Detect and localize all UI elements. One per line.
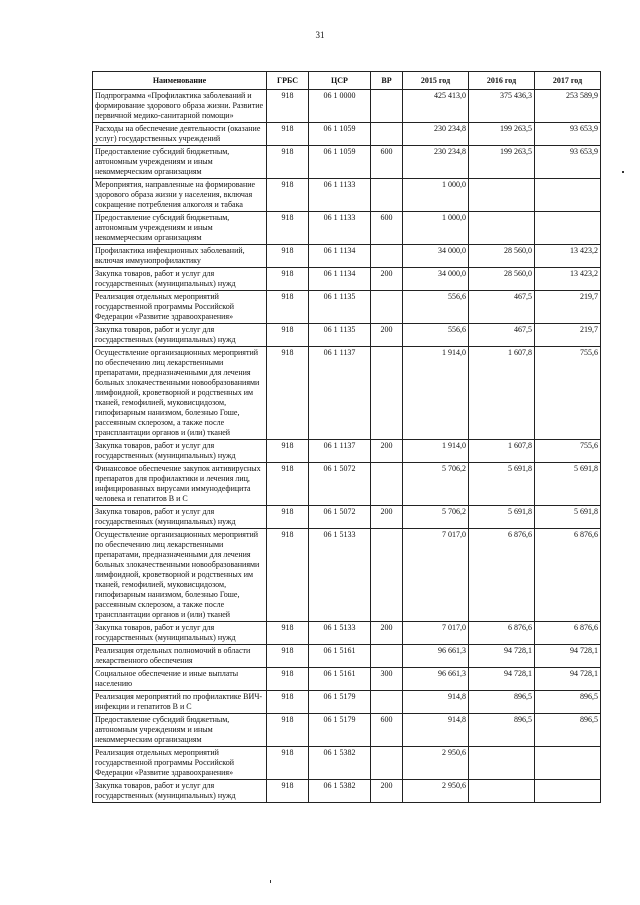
table-row	[93, 347, 601, 440]
table-header-row	[93, 72, 601, 90]
cell-csr: 06 1 5382	[309, 780, 371, 803]
cell-vr	[371, 529, 403, 622]
cell-grbs: 918	[267, 506, 309, 529]
cell-2017	[535, 747, 601, 780]
cell-2017: 219,7	[535, 324, 601, 347]
cell-csr: 06 1 5161	[309, 668, 371, 691]
cell-2015: 425 413,0	[403, 90, 469, 123]
cell-2017: 93 653,9	[535, 123, 601, 146]
cell-csr: 06 1 5179	[309, 691, 371, 714]
cell-vr	[371, 245, 403, 268]
cell-grbs: 918	[267, 691, 309, 714]
cell-2016	[469, 747, 535, 780]
cell-csr: 06 1 1133	[309, 212, 371, 245]
cell-grbs: 918	[267, 123, 309, 146]
cell-2015: 230 234,8	[403, 146, 469, 179]
cell-csr: 06 1 1133	[309, 179, 371, 212]
header-2017: 2017 год	[535, 72, 601, 90]
cell-vr: 200	[371, 268, 403, 291]
cell-name: Осуществление организационных мероприятий по обеспечению лиц лекарственными препаратами, предназначенными для лечения больных злокачественными новообразованиями лимфоидной, кроветворной и родственных им тканей, гемофилией, муковисцидозом, гипофизарным нанизмом, болезнью Гоше, рассеянным склерозом, а также после трансплантации органов и (или) тканей	[93, 347, 267, 440]
table-row	[93, 440, 601, 463]
cell-2017: 94 728,1	[535, 645, 601, 668]
cell-2016: 6 876,6	[469, 529, 535, 622]
cell-csr: 06 1 5382	[309, 747, 371, 780]
header-csr: ЦСР	[309, 72, 371, 90]
header-name: Наименование	[93, 72, 267, 90]
header-2015: 2015 год	[403, 72, 469, 90]
cell-vr: 600	[371, 146, 403, 179]
cell-grbs: 918	[267, 268, 309, 291]
cell-name: Предоставление субсидий бюджетным, автономным учреждениям и иным некоммерческим организациям	[93, 212, 267, 245]
cell-2015: 1 914,0	[403, 347, 469, 440]
table-row	[93, 324, 601, 347]
budget-table	[92, 71, 601, 803]
cell-csr: 06 1 5072	[309, 463, 371, 506]
cell-2017: 6 876,6	[535, 622, 601, 645]
cell-name: Реализация отдельных полномочий в области лекарственного обеспечения	[93, 645, 267, 668]
cell-2016: 896,5	[469, 714, 535, 747]
cell-name: Социальное обеспечение и иные выплаты населению	[93, 668, 267, 691]
cell-vr: 200	[371, 506, 403, 529]
cell-2016: 1 607,8	[469, 347, 535, 440]
cell-csr: 06 1 5161	[309, 645, 371, 668]
cell-vr	[371, 347, 403, 440]
cell-name: Закупка товаров, работ и услуг для государственных (муниципальных) нужд	[93, 440, 267, 463]
cell-2017: 755,6	[535, 440, 601, 463]
cell-vr: 200	[371, 324, 403, 347]
table-body	[93, 90, 601, 803]
cell-2016: 1 607,8	[469, 440, 535, 463]
cell-vr: 600	[371, 714, 403, 747]
cell-2017: 896,5	[535, 714, 601, 747]
cell-2015: 556,6	[403, 291, 469, 324]
cell-2015: 96 661,3	[403, 668, 469, 691]
cell-name: Реализация отдельных мероприятий государственной программы Российской Федерации «Развитие здравоохранения»	[93, 747, 267, 780]
cell-2017: 94 728,1	[535, 668, 601, 691]
cell-2015: 230 234,8	[403, 123, 469, 146]
cell-2015: 2 950,6	[403, 747, 469, 780]
cell-name: Реализация отдельных мероприятий государственной программы Российской Федерации «Развитие здравоохранения»	[93, 291, 267, 324]
cell-csr: 06 1 1134	[309, 268, 371, 291]
cell-2016: 467,5	[469, 324, 535, 347]
cell-grbs: 918	[267, 747, 309, 780]
cell-name: Закупка товаров, работ и услуг для государственных (муниципальных) нужд	[93, 622, 267, 645]
cell-grbs: 918	[267, 780, 309, 803]
cell-grbs: 918	[267, 146, 309, 179]
table-row	[93, 780, 601, 803]
cell-grbs: 918	[267, 179, 309, 212]
table-row	[93, 212, 601, 245]
cell-grbs: 918	[267, 668, 309, 691]
table-row	[93, 463, 601, 506]
cell-vr	[371, 645, 403, 668]
cell-grbs: 918	[267, 645, 309, 668]
cell-2017: 219,7	[535, 291, 601, 324]
cell-2015: 7 017,0	[403, 622, 469, 645]
cell-2015: 34 000,0	[403, 245, 469, 268]
table-row	[93, 179, 601, 212]
table-row	[93, 645, 601, 668]
cell-csr: 06 1 1137	[309, 440, 371, 463]
cell-2015: 914,8	[403, 714, 469, 747]
cell-vr: 200	[371, 622, 403, 645]
cell-csr: 06 1 5133	[309, 529, 371, 622]
cell-csr: 06 1 1137	[309, 347, 371, 440]
margin-mark	[270, 880, 271, 883]
cell-2015: 5 706,2	[403, 506, 469, 529]
cell-2016	[469, 780, 535, 803]
cell-csr: 06 1 5133	[309, 622, 371, 645]
cell-vr: 200	[371, 440, 403, 463]
cell-2015: 1 000,0	[403, 212, 469, 245]
cell-vr	[371, 90, 403, 123]
table-row	[93, 506, 601, 529]
cell-grbs: 918	[267, 529, 309, 622]
cell-vr: 200	[371, 780, 403, 803]
cell-grbs: 918	[267, 622, 309, 645]
cell-csr: 06 1 1059	[309, 123, 371, 146]
cell-2015: 1 000,0	[403, 179, 469, 212]
cell-grbs: 918	[267, 714, 309, 747]
cell-csr: 06 1 1134	[309, 245, 371, 268]
cell-name: Предоставление субсидий бюджетным, автономным учреждениям и иным некоммерческим организациям	[93, 146, 267, 179]
cell-name: Предоставление субсидий бюджетным, автономным учреждениям и иным некоммерческим организациям	[93, 714, 267, 747]
cell-grbs: 918	[267, 245, 309, 268]
table-row	[93, 123, 601, 146]
cell-2016: 5 691,8	[469, 506, 535, 529]
cell-2015: 5 706,2	[403, 463, 469, 506]
cell-grbs: 918	[267, 324, 309, 347]
cell-2017	[535, 179, 601, 212]
table-row	[93, 245, 601, 268]
cell-2016: 6 876,6	[469, 622, 535, 645]
cell-vr	[371, 747, 403, 780]
header-grbs: ГРБС	[267, 72, 309, 90]
cell-name: Закупка товаров, работ и услуг для государственных (муниципальных) нужд	[93, 780, 267, 803]
table-row	[93, 291, 601, 324]
cell-vr	[371, 463, 403, 506]
header-vr: ВР	[371, 72, 403, 90]
cell-2016: 896,5	[469, 691, 535, 714]
cell-2016: 94 728,1	[469, 668, 535, 691]
cell-grbs: 918	[267, 291, 309, 324]
cell-grbs: 918	[267, 463, 309, 506]
cell-name: Финансовое обеспечение закупок антивирусных препаратов для профилактики и лечения лиц, инфицированных вирусами иммунодефицита человека и гепатитов В и С	[93, 463, 267, 506]
cell-2015: 914,8	[403, 691, 469, 714]
cell-2017: 755,6	[535, 347, 601, 440]
cell-2016: 199 263,5	[469, 146, 535, 179]
table-row	[93, 714, 601, 747]
table-row	[93, 622, 601, 645]
cell-vr: 300	[371, 668, 403, 691]
cell-name: Закупка товаров, работ и услуг для государственных (муниципальных) нужд	[93, 324, 267, 347]
cell-2017: 13 423,2	[535, 268, 601, 291]
cell-vr	[371, 179, 403, 212]
cell-csr: 06 1 5179	[309, 714, 371, 747]
cell-name: Профилактика инфекционных заболеваний, включая иммунопрофилактику	[93, 245, 267, 268]
table-row	[93, 268, 601, 291]
cell-2015: 2 950,6	[403, 780, 469, 803]
cell-vr: 600	[371, 212, 403, 245]
cell-2017: 93 653,9	[535, 146, 601, 179]
table-row	[93, 90, 601, 123]
cell-2016: 199 263,5	[469, 123, 535, 146]
table-row	[93, 691, 601, 714]
cell-2016: 28 560,0	[469, 245, 535, 268]
cell-2015: 7 017,0	[403, 529, 469, 622]
margin-mark	[622, 171, 624, 173]
cell-grbs: 918	[267, 440, 309, 463]
cell-2017: 5 691,8	[535, 463, 601, 506]
cell-2017: 13 423,2	[535, 245, 601, 268]
cell-name: Мероприятия, направленные на формирование здорового образа жизни у населения, включая сокращение потребления алкоголя и табака	[93, 179, 267, 212]
cell-name: Осуществление организационных мероприятий по обеспечению лиц лекарственными препаратами, предназначенными для лечения больных злокачественными новообразованиями лимфоидной, кроветворной и родственных им тканей, гемофилией, муковисцидозом, гипофизарным нанизмом, болезнью Гоше, рассеянным склерозом, а также после трансплантации органов и (или) тканей	[93, 529, 267, 622]
page-number: 31	[315, 30, 325, 40]
table-row	[93, 747, 601, 780]
cell-2015: 96 661,3	[403, 645, 469, 668]
cell-2015: 34 000,0	[403, 268, 469, 291]
table-row	[93, 146, 601, 179]
cell-vr	[371, 123, 403, 146]
cell-csr: 06 1 1135	[309, 291, 371, 324]
cell-2016: 5 691,8	[469, 463, 535, 506]
table-row	[93, 668, 601, 691]
cell-2017	[535, 780, 601, 803]
cell-vr	[371, 291, 403, 324]
cell-vr	[371, 691, 403, 714]
cell-name: Закупка товаров, работ и услуг для государственных (муниципальных) нужд	[93, 268, 267, 291]
cell-2016: 375 436,3	[469, 90, 535, 123]
cell-csr: 06 1 5072	[309, 506, 371, 529]
cell-2017: 896,5	[535, 691, 601, 714]
cell-2016	[469, 179, 535, 212]
cell-2017: 6 876,6	[535, 529, 601, 622]
cell-name: Закупка товаров, работ и услуг для государственных (муниципальных) нужд	[93, 506, 267, 529]
header-2016: 2016 год	[469, 72, 535, 90]
cell-2016: 94 728,1	[469, 645, 535, 668]
cell-2017: 253 589,9	[535, 90, 601, 123]
cell-2017: 5 691,8	[535, 506, 601, 529]
cell-csr: 06 1 1135	[309, 324, 371, 347]
cell-name: Подпрограмма «Профилактика заболеваний и формирование здорового образа жизни. Развитие первичной медико-санитарной помощи»	[93, 90, 267, 123]
cell-2016: 28 560,0	[469, 268, 535, 291]
table-row	[93, 529, 601, 622]
cell-name: Реализация мероприятий по профилактике ВИЧ-инфекции и гепатитов В и С	[93, 691, 267, 714]
cell-grbs: 918	[267, 347, 309, 440]
cell-2016: 467,5	[469, 291, 535, 324]
cell-2016	[469, 212, 535, 245]
cell-csr: 06 1 1059	[309, 146, 371, 179]
cell-grbs: 918	[267, 212, 309, 245]
cell-name: Расходы на обеспечение деятельности (оказание услуг) государственных учреждений	[93, 123, 267, 146]
cell-2017	[535, 212, 601, 245]
cell-csr: 06 1 0000	[309, 90, 371, 123]
cell-grbs: 918	[267, 90, 309, 123]
cell-2015: 1 914,0	[403, 440, 469, 463]
cell-2015: 556,6	[403, 324, 469, 347]
